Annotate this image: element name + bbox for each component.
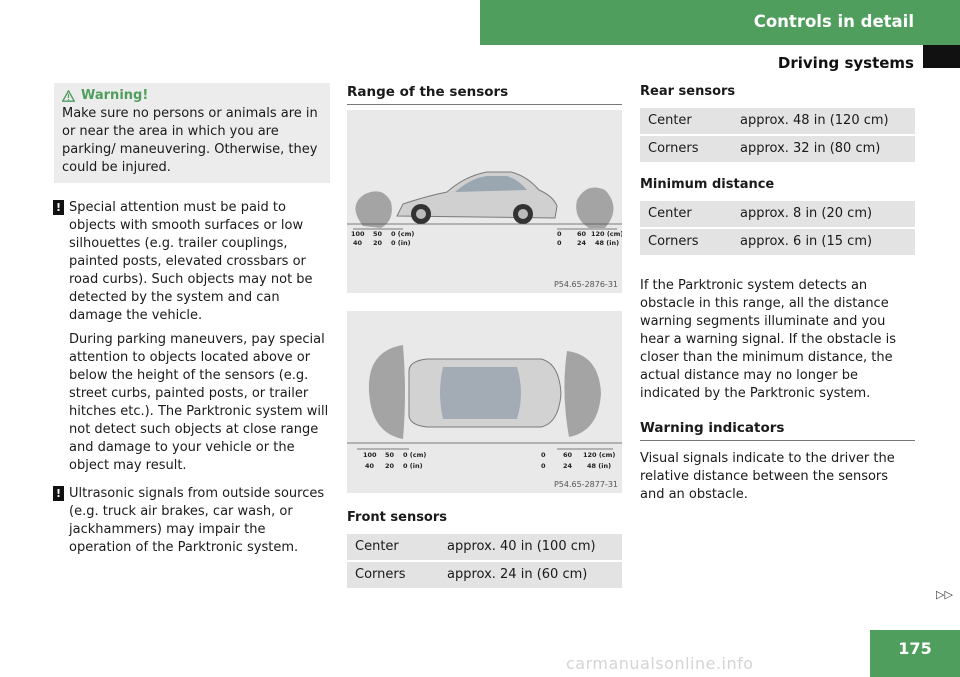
top-rear-in-3: 48 (in) xyxy=(587,462,612,470)
top-view-diagram xyxy=(347,311,622,493)
front-sensors-title: Front sensors xyxy=(347,510,448,525)
table-row xyxy=(640,136,915,162)
side-view-diagram xyxy=(347,110,622,293)
warning-title: Warning! xyxy=(81,88,149,103)
parktronic-text: If the Parktronic system detects an obstacle in this range, all the distance warning segments illuminate and you hear a warning signal. If the obstacle is closer than the minimum distance, the actual distance may no longer be indicated by the Parktronic system. xyxy=(640,278,897,401)
table-cell-label: Center xyxy=(347,534,439,560)
warning-indicators-title: Warning indicators xyxy=(640,419,915,441)
table-row xyxy=(640,229,915,255)
side-front-in-3: 0 (in) xyxy=(391,239,411,247)
header-marker xyxy=(923,45,960,68)
note-ultrasonic xyxy=(54,485,330,557)
side-front-in-2: 20 xyxy=(373,239,383,247)
side-view-image-code: P54.65-2876-31 xyxy=(553,280,618,289)
exclamation-icon: ! xyxy=(53,486,64,501)
warning-indicators-text: Visual signals indicate to the driver the relative distance between the sensors and an obstacle. xyxy=(640,451,895,502)
top-view-image xyxy=(347,311,622,493)
top-front-cm-3: 0 (cm) xyxy=(403,451,427,459)
top-front-cm-1: 100 xyxy=(363,451,377,459)
front-sensors-section xyxy=(347,509,622,590)
table-cell-label: Corners xyxy=(640,229,732,255)
top-front-in-3: 0 (in) xyxy=(403,462,423,470)
side-front-cm-1: 100 xyxy=(351,230,365,238)
side-rear-cm-2: 60 xyxy=(577,230,587,238)
top-front-in-1: 40 xyxy=(365,462,375,470)
right-column xyxy=(640,83,915,504)
header-section-title: Controls in detail xyxy=(753,12,914,31)
front-sensors-table xyxy=(347,532,622,590)
top-rear-cm-1: 0 xyxy=(541,451,546,459)
note-text: Special attention must be paid to objects with smooth surfaces or low silhouettes (e.g. trailer couplings, painted posts, elevated crossbars or road curbs). Such objects may not be detected by the system and can damage the vehicle. xyxy=(69,200,313,323)
table-cell-value: approx. 48 in (120 cm) xyxy=(732,108,915,134)
table-row xyxy=(640,201,915,227)
table-cell-value: approx. 24 in (60 cm) xyxy=(439,562,622,588)
table-cell-label: Corners xyxy=(347,562,439,588)
side-rear-cm-1: 0 xyxy=(557,230,562,238)
header-subsection-title: Driving systems xyxy=(777,54,914,72)
top-view-image-code: P54.65-2877-31 xyxy=(553,480,618,489)
table-row xyxy=(347,534,622,560)
continue-arrow-icon: ▷▷ xyxy=(936,588,953,601)
top-rear-cm-2: 60 xyxy=(563,451,573,459)
table-cell-label: Center xyxy=(640,108,732,134)
warning-triangle-icon xyxy=(62,90,75,102)
side-rear-in-3: 48 (in) xyxy=(595,239,620,247)
rear-sensors-table xyxy=(640,106,915,164)
range-title: Range of the sensors xyxy=(347,83,622,105)
exclamation-icon: ! xyxy=(53,200,64,215)
warning-box xyxy=(54,83,330,183)
note-text: Ultrasonic signals from outside sources (e.g. truck air brakes, car wash, or jackhammers) may impair the operation of the Parktronic system. xyxy=(69,486,325,555)
warning-title-row xyxy=(62,87,322,105)
minimum-distance-title: Minimum distance xyxy=(640,177,775,192)
header-section-bar xyxy=(480,0,960,45)
middle-column xyxy=(347,83,622,105)
top-rear-cm-3: 120 (cm) xyxy=(583,451,616,459)
side-front-cm-3: 0 (cm) xyxy=(391,230,415,238)
side-view-image xyxy=(347,110,622,293)
watermark: carmanualsonline.info xyxy=(566,654,754,673)
side-rear-cm-3: 120 (cm) xyxy=(591,230,622,238)
top-rear-in-2: 24 xyxy=(563,462,573,470)
table-cell-value: approx. 40 in (100 cm) xyxy=(439,534,622,560)
top-front-cm-2: 50 xyxy=(385,451,395,459)
table-cell-value: approx. 6 in (15 cm) xyxy=(732,229,915,255)
note-smooth-surfaces xyxy=(54,199,330,475)
rear-sensors-title: Rear sensors xyxy=(640,84,736,99)
side-front-cm-2: 50 xyxy=(373,230,383,238)
top-rear-in-1: 0 xyxy=(541,462,546,470)
side-front-in-1: 40 xyxy=(353,239,363,247)
left-column xyxy=(54,83,330,557)
note-subtext: During parking maneuvers, pay special attention to objects located above or below the height of the sensors (e.g. street curbs, painted posts, or trailer hitches etc.). The Parktronic system will not detect such objects at close range and damage to your vehicle or the object may result. xyxy=(69,332,329,473)
page-number: 175 xyxy=(870,630,960,677)
table-cell-value: approx. 8 in (20 cm) xyxy=(732,201,915,227)
side-rear-in-2: 24 xyxy=(577,239,587,247)
side-rear-in-1: 0 xyxy=(557,239,562,247)
table-cell-label: Corners xyxy=(640,136,732,162)
table-row xyxy=(347,562,622,588)
table-cell-label: Center xyxy=(640,201,732,227)
warning-text: Make sure no persons or animals are in or near the area in which you are parking/ maneuvering. Otherwise, they could be injured. xyxy=(62,106,318,175)
top-front-in-2: 20 xyxy=(385,462,395,470)
table-row xyxy=(640,108,915,134)
minimum-distance-table xyxy=(640,199,915,257)
table-cell-value: approx. 32 in (80 cm) xyxy=(732,136,915,162)
